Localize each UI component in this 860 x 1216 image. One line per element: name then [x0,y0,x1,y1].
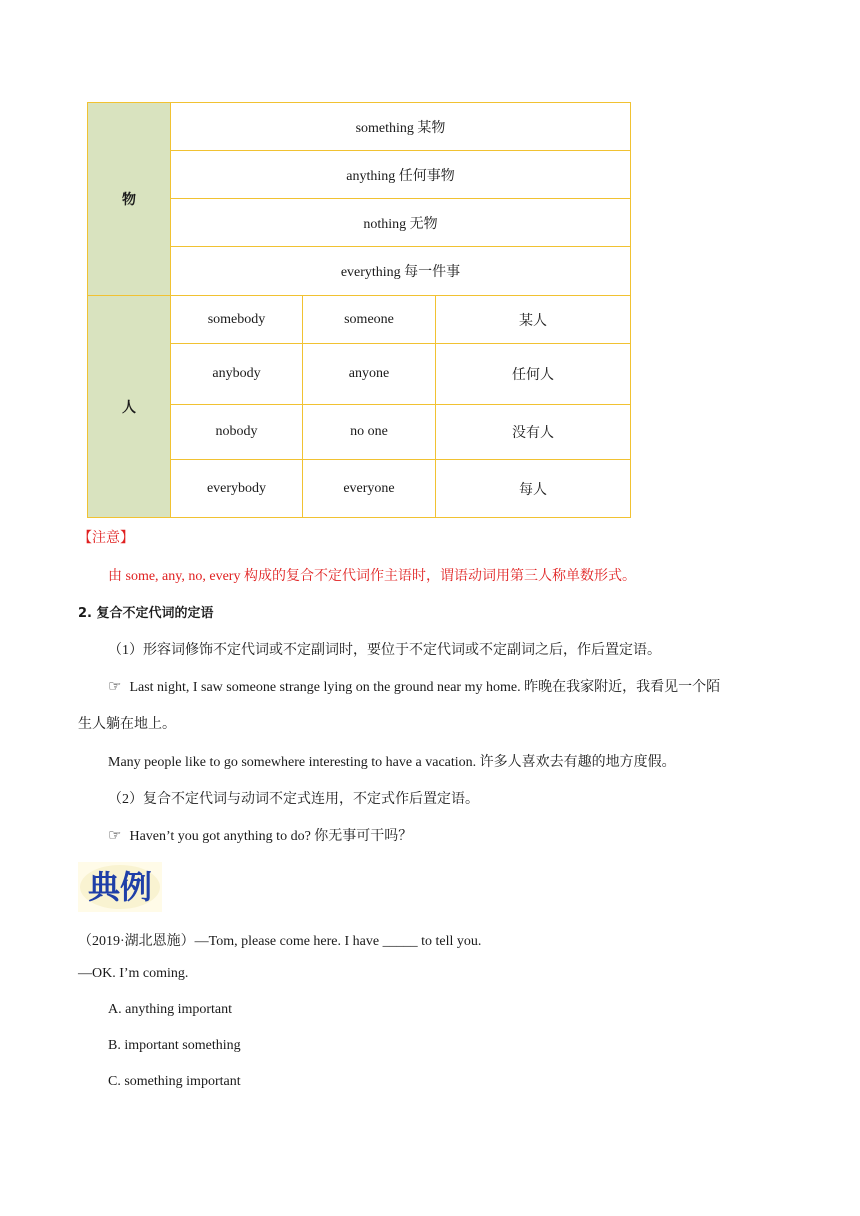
option-a: A. anything important [108,1002,233,1017]
person-cell-meaning: 没有人 [435,404,631,460]
example-sentence-1-cont: 生人躺在地上。 [78,717,176,732]
example-sentence-3-text: Haven’t you got anything to do? 你无事可干吗？ [129,829,413,844]
rule-paragraph-1: （1）形容词修饰不定代词或不定副词时，要位于不定代词或不定副词之后，作后置定语。 [108,643,661,658]
option-c: C. something important [108,1074,241,1089]
example-sentence-3 [108,825,412,845]
pointing-hand-icon: ☞ [108,679,122,695]
pointing-hand-icon: ☞ [108,828,122,844]
thing-row: something 某物 [170,102,631,151]
person-cell-body: everybody [170,459,303,518]
person-cell-body: nobody [170,404,303,460]
rule-paragraph-2: （2）复合不定代词与动词不定式连用，不定式作后置定语。 [108,792,479,807]
option-b: B. important something [108,1038,241,1053]
question-line-1: （2019·湖北恩施）—Tom, please come here. I have _____ to tell you. [78,934,482,949]
thing-row: anything 任何事物 [170,150,631,199]
person-cell-body: somebody [170,295,303,344]
person-cell-body: anybody [170,343,303,405]
person-cell-meaning: 任何人 [435,343,631,405]
category-person: 人 [87,295,171,518]
question-line-2: —OK. I’m coming. [78,966,189,981]
thing-row: nothing 无物 [170,198,631,247]
example-logo [78,862,162,912]
section-heading: 2. 复合不定代词的定语 [78,606,214,621]
person-cell-one: no one [302,404,436,460]
example-sentence-1 [108,676,720,696]
person-cell-meaning: 某人 [435,295,631,344]
note-label: 【注意】 [78,531,134,546]
example-sentence-1-text: Last night, I saw someone strange lying on the ground near my home. 昨晚在我家附近，我看见一个陌 [129,680,721,695]
person-cell-one: someone [302,295,436,344]
person-cell-one: anyone [302,343,436,405]
note-text: 由 some, any, no, every 构成的复合不定代词作主语时，谓语动词用第三人称单数形式。 [108,569,636,584]
thing-row: everything 每一件事 [170,246,631,296]
person-cell-meaning: 每人 [435,459,631,518]
category-thing: 物 [87,102,171,296]
example-sentence-2: Many people like to go somewhere interesting to have a vacation. 许多人喜欢去有趣的地方度假。 [108,755,676,770]
svg-text:典例: 典例 [87,868,153,906]
indefinite-pronoun-table [87,102,631,518]
person-cell-one: everyone [302,459,436,518]
